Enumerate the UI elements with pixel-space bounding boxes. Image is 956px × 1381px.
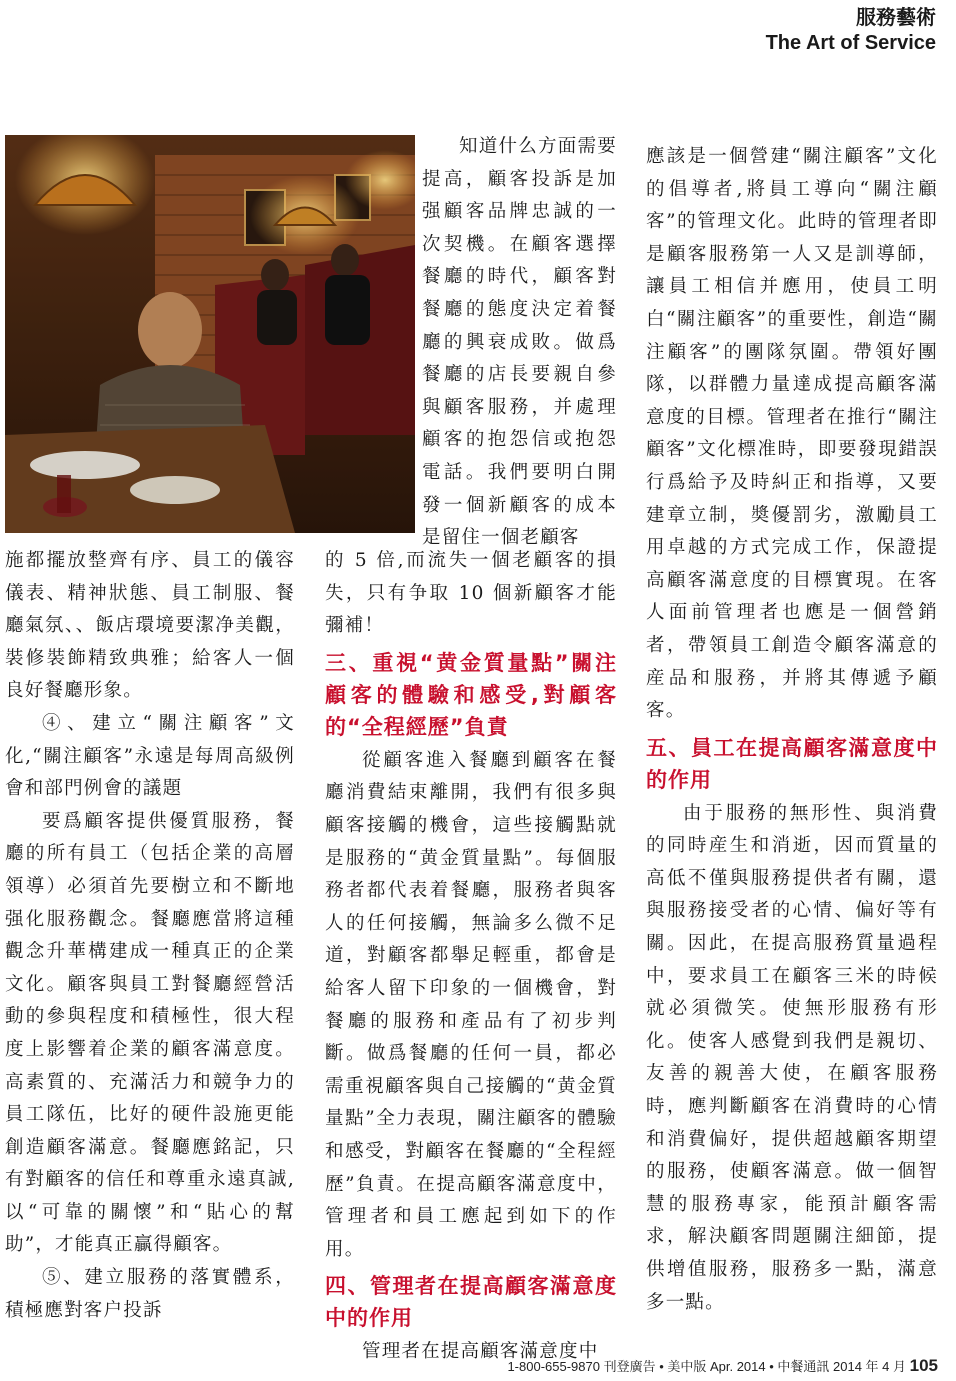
column-2-wrap-text [422, 131, 617, 555]
column-2 [325, 545, 617, 1369]
paragraph: 要爲顧客提供優質服務，餐廳的所有員工（包括企業的高層領導）必須首先要樹立和不斷地强化服務觀念。餐廳應當將這種觀念升華構建成一種真正的企業文化。顧客與員工對餐廳經營活動的參與程度和積極性，很大程度上影響着企業的顧客滿意度。高素質的、充滿活力和競争力的員工隊伍，比好的硬件設施更能創造顧客滿意。餐廳應銘記，只有對顧客的信任和尊重永遠真誠,以“可靠的關懷”和“貼心的幫助”，才能真正贏得顧客。 [5, 810, 295, 1256]
section-title-zh: 服務藝術 [856, 5, 936, 29]
paragraph: 從顧客進入餐廳到顧客在餐廳消費結束離開，我們有很多與顧客接觸的機會，這些接觸點就是服務的“黄金質量點”。每個服務者都代表着餐廳，服務者與客人的任何接觸，無論多么微不足道，對顧客都舉足輕重，都會是給客人留下印象的一個機會，對餐廳的服務和產品有了初步判斷。做爲餐廳的任何一員，都必需重視顧客與自己接觸的“黄金質量點”全力表現，關注顧客的體驗和感受，對顧客在餐廳的“全程經歷”負責。在提高顧客滿意度中，管理者和員工應起到如下的作用。 [325, 749, 617, 1260]
paragraph: ④、建立“關注顧客”文化,“關注顧客”永遠是每周高級例會和部門例會的議題 [5, 712, 295, 800]
column-1 [5, 545, 295, 1327]
paragraph: 管理者在提高顧客滿意度中 [362, 1341, 599, 1363]
page-number: 105 [909, 1356, 938, 1375]
section-heading-4: 四、管理者在提高顧客滿意度中的作用 [325, 1274, 617, 1331]
paragraph: 應該是一個營建“關注顧客”文化的倡導者,將員工導向“關注顧客”的管理文化。此時的管理者即是顧客服務第一人又是訓導師，讓員工相信并應用，使員工明白“關注顧客”的重要性，創造“關注顧客”的團隊氛圍。帶領好團隊，以群體力量達成提高顧客滿意度的目標。管理者在推行“關注顧客”文化標准時，即要發現錯誤行爲給予及時糾正和指導，又要建章立制，奬優罰劣，激勵員工用卓越的方式完成工作，保證提高顧客滿意度的目標實現。在客人面前管理者也應是一個營銷者，帶領員工創造令顧客滿意的産品和服務，并將其傳遞予顧客。 [646, 146, 938, 722]
column-3 [646, 141, 938, 1319]
footer-text: 1-800-655-9870 刊登廣告 • 美中版 Apr. 2014 • 中餐通訊 2014 年 4 月 [507, 1359, 906, 1374]
section-heading-3: 三、重視“黄金質量點”關注顧客的體驗和感受,對顧客的“全程經歷”負責 [325, 650, 617, 739]
paragraph: 施都擺放整齊有序、員工的儀容儀表、精神狀態、員工制服、餐廳氣氛、、飯店環境要潔净美觀，裝修裝飾精致典雅；給客人一個良好餐廳形象。 [5, 550, 295, 702]
paragraph: ⑤、建立服務的落實體系，積極應對客户投訴 [5, 1267, 295, 1321]
paragraph: 的 5 倍,而流失一個老顧客的損失，只有争取 10 個新顧客才能彌補！ [325, 550, 617, 637]
paragraph: 知道什么方面需要提高，顧客投訴是加强顧客品牌忠誠的一次契機。在顧客選擇餐廳的時代，顧客對餐廳的態度決定着餐廳的興衰成敗。做爲餐廳的店長要親自參與顧客服務，并處理顧客的抱怨信或抱怨電話。我們要明白開發一個新顧客的成本是留住一個老顧客 [422, 136, 617, 549]
page-footer [507, 1356, 938, 1376]
paragraph: 由于服務的無形性、與消費的同時産生和消逝，因而質量的高低不僅與服務提供者有關，還與服務接受者的心情、偏好等有關。因此，在提高服務質量過程中，要求員工在顧客三米的時候就必須微笑。使無形服務有形化。使客人感覺到我們是親切、友善的親善大使，在顧客服務時，應判斷顧客在消費時的心情和消費偏好，提供超越顧客期望的服務，使顧客滿意。做一個智慧的服務專家，能預計顧客需求，解決顧客問題關注細節，提供增值服務，服務多一點，滿意多一點。 [646, 802, 938, 1313]
section-title-en: The Art of Service [765, 32, 936, 54]
section-heading-5: 五、員工在提高顧客滿意度中的作用 [646, 735, 938, 792]
section-header [766, 4, 936, 56]
restaurant-photo [5, 135, 415, 533]
